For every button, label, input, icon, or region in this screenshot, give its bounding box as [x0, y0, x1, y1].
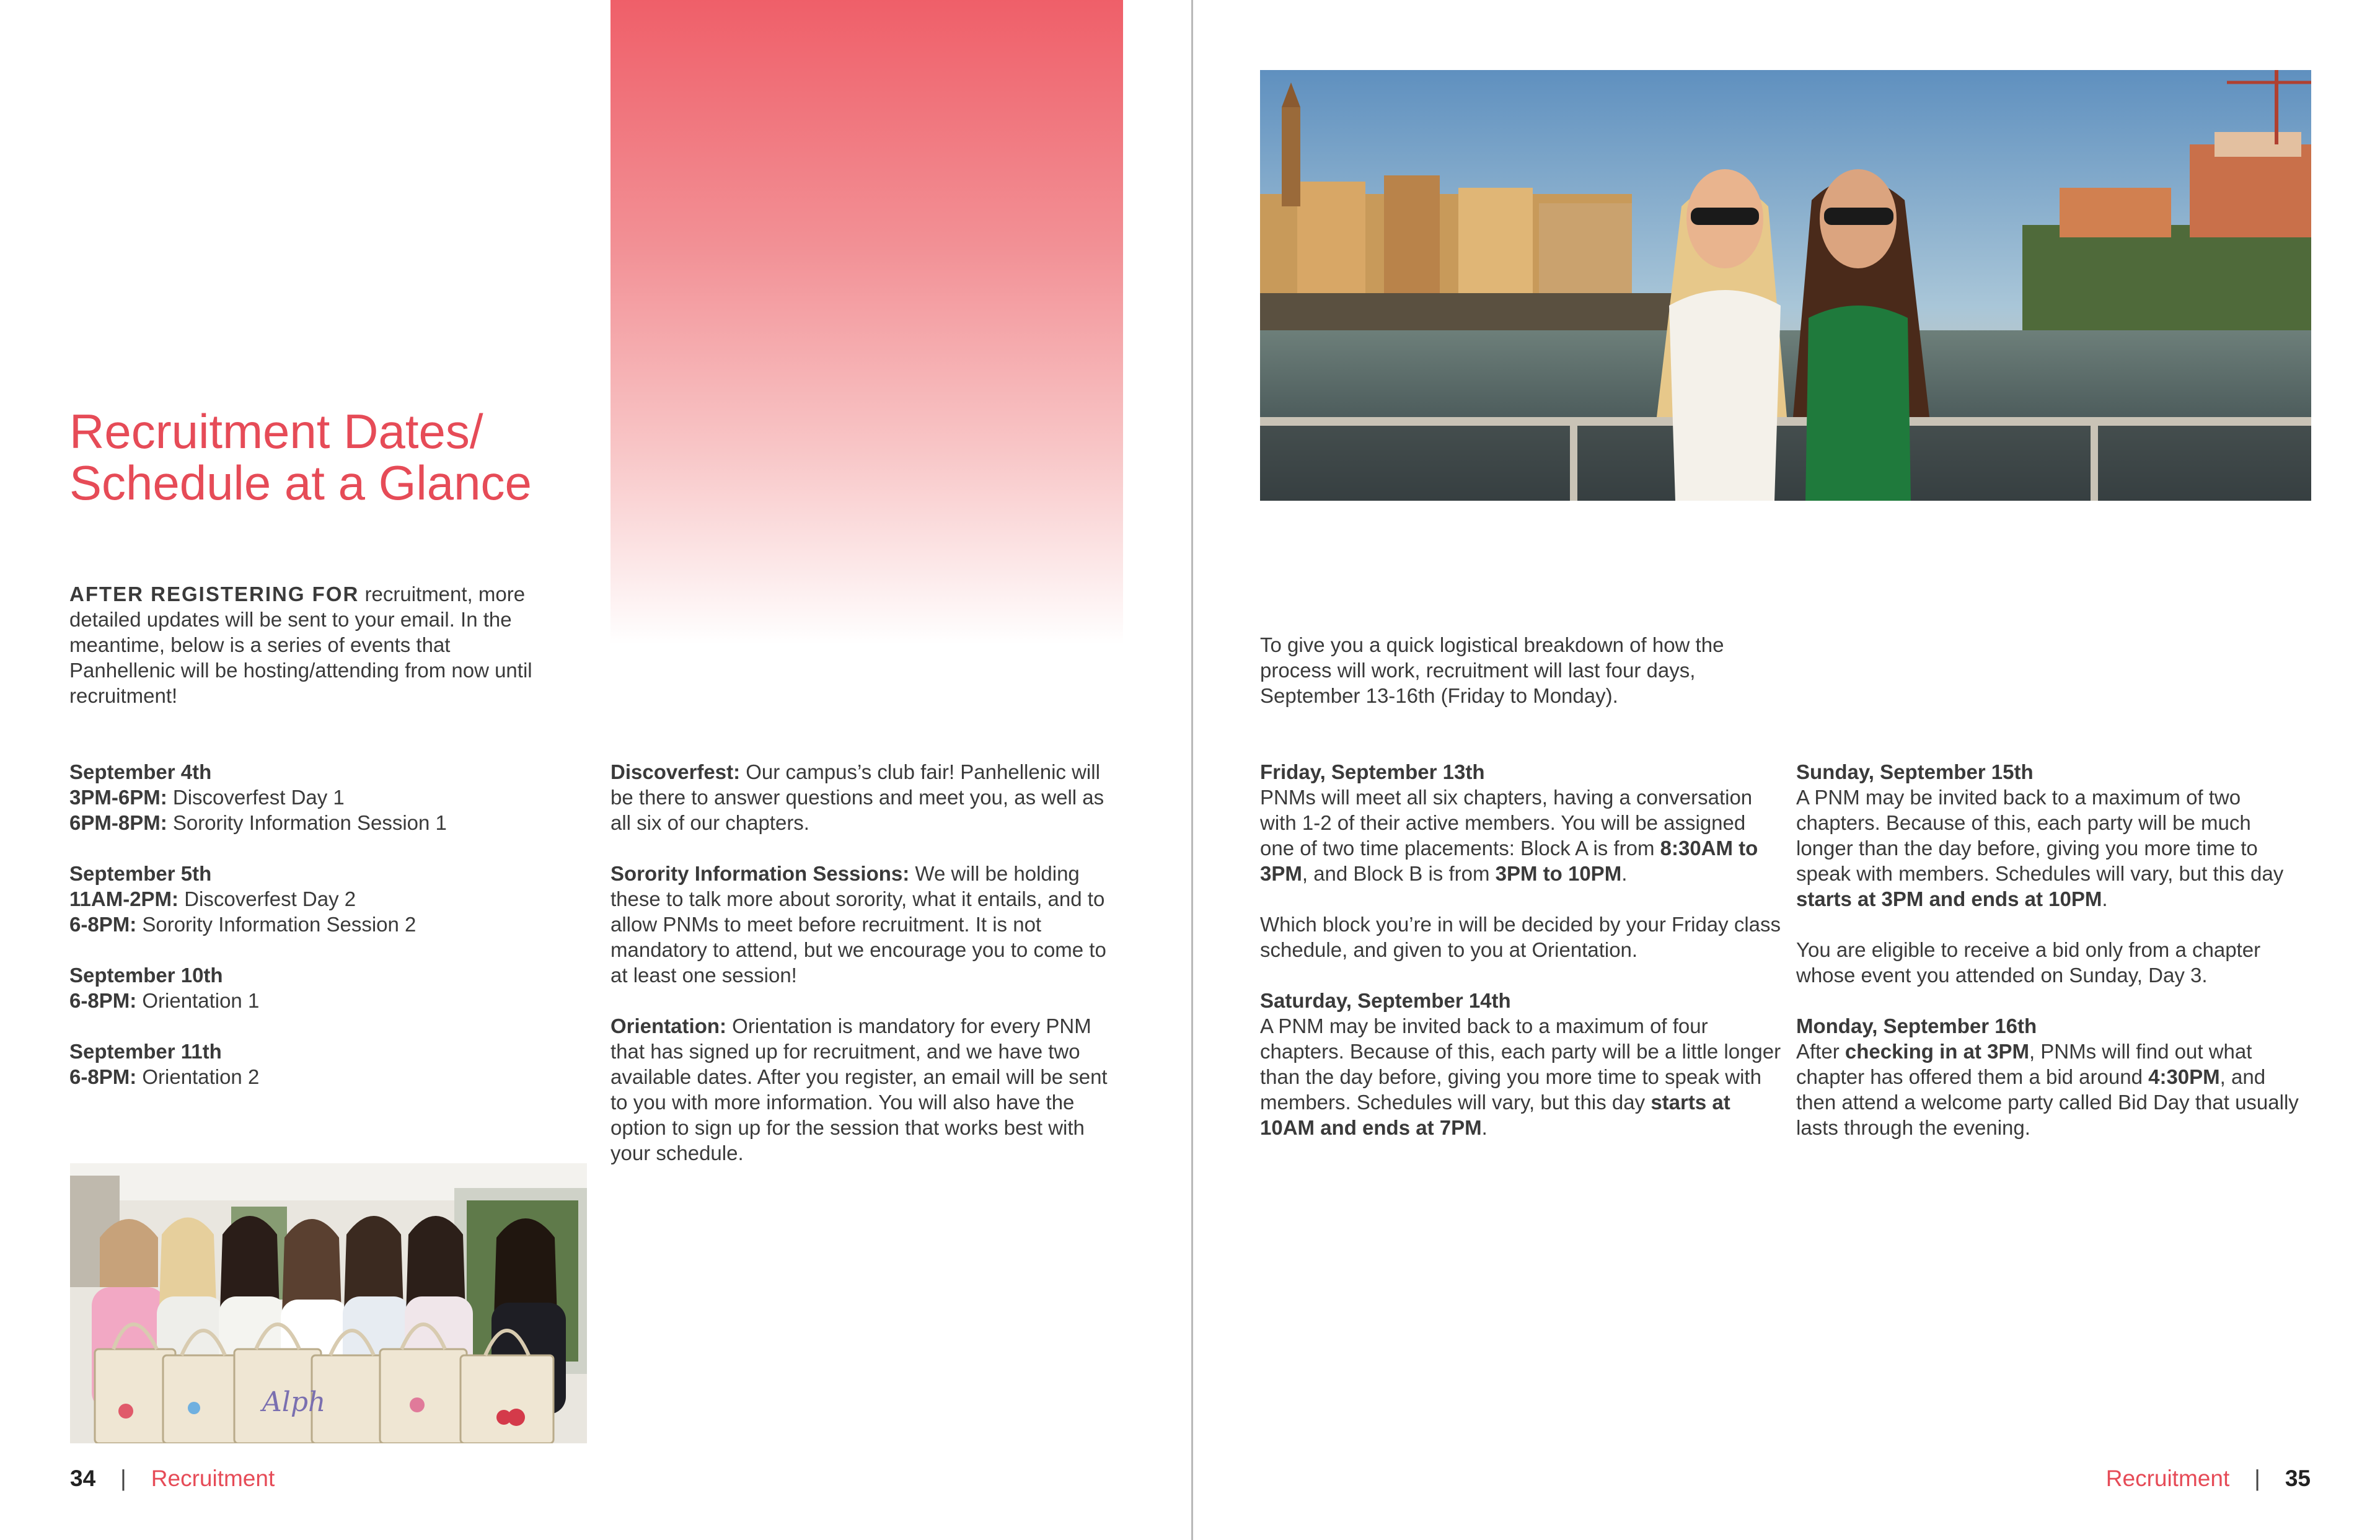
- event-descriptions: [610, 759, 1125, 1191]
- event-group-sep-4: [69, 759, 578, 835]
- event-item: [69, 912, 578, 937]
- page-number-35: 35: [2285, 1466, 2311, 1491]
- schedule-monday: [1796, 1013, 2311, 1140]
- decorative-gradient-block: [610, 0, 1123, 645]
- day-text: , and then attend a welcome party called Bid Day that usually lasts through the evening.: [1796, 1065, 2299, 1139]
- description-orientation: [610, 1013, 1125, 1166]
- event-name: Orientation 2: [136, 1065, 260, 1088]
- event-name: Orientation 1: [136, 989, 260, 1012]
- event-name: Sorority Information Session 1: [167, 811, 447, 834]
- title-line-1: Recruitment Dates/: [69, 404, 483, 459]
- day-heading-saturday: Saturday, September 14th: [1260, 989, 1511, 1012]
- footer-separator: |: [2254, 1466, 2260, 1491]
- schedule-sunday: [1796, 759, 2311, 912]
- schedule-column-right: [1796, 759, 2311, 1166]
- day-bold-text: checking in at 3PM: [1844, 1040, 2029, 1063]
- event-item: [69, 785, 578, 810]
- tote-lettering: Alph: [262, 1386, 326, 1418]
- right-footer: [2106, 1465, 2311, 1492]
- event-date: September 5th: [69, 862, 212, 885]
- schedule-friday: [1260, 759, 1784, 886]
- day-bold-text: starts at 10AM and ends at 7PM: [1260, 1091, 1730, 1139]
- schedule-saturday: [1260, 988, 1784, 1140]
- group-photo-tote-bags: [70, 1163, 587, 1443]
- event-time: 11AM-2PM:: [69, 887, 179, 910]
- day-heading-sunday: Sunday, September 15th: [1796, 760, 2034, 783]
- page-title: [69, 406, 627, 509]
- event-time: 6-8PM:: [69, 989, 137, 1012]
- event-group-sep-11: [69, 1039, 578, 1089]
- friday-note: Which block you’re in will be decided by your Friday class schedule, and given to you at Orientation.: [1260, 913, 1781, 961]
- day-bold-text: starts at 3PM and ends at 10PM: [1796, 887, 2102, 910]
- river-sunset-photo: [1260, 70, 2311, 501]
- day-bold-text: 3PM to 10PM: [1495, 862, 1622, 885]
- day-text: .: [1481, 1116, 1488, 1139]
- sunday-note: You are eligible to receive a bid only from a chapter whose event you attended on Sunday, Day 3.: [1796, 938, 2261, 987]
- day-text: , and Block B is from: [1302, 862, 1496, 885]
- event-name: Discoverfest Day 2: [178, 887, 356, 910]
- event-time: 6-8PM:: [69, 913, 137, 936]
- schedule-column-left: [1260, 759, 1784, 1166]
- footer-section-label: Recruitment: [2105, 1466, 2230, 1491]
- right-intro-paragraph: To give you a quick logistical breakdown of how the process will work, recruitment will last four days, September 13-16th (Friday to Monday).: [1260, 633, 1724, 707]
- description-discoverfest: [610, 759, 1125, 835]
- day-heading-monday: Monday, September 16th: [1796, 1014, 2037, 1037]
- day-text: A PNM may be invited back to a maximum of two chapters. Because of this, each party will be much longer than the day before, giving you more time to speak with members. Schedules will vary, but this day: [1796, 786, 2284, 885]
- description-text: Orientation is mandatory for every PNM that has signed up for recruitment, and we have two available dates. After you register, an email will be sent to you with more information. You will also have the option to sign up for the session that works best with your schedule.: [610, 1014, 1108, 1164]
- event-group-sep-5: [69, 861, 578, 937]
- event-name: Discoverfest Day 1: [167, 786, 345, 809]
- day-bold-text: 4:30PM: [2148, 1065, 2220, 1088]
- spread-divider: [1191, 0, 1193, 1540]
- description-term: Sorority Information Sessions:: [610, 862, 910, 885]
- description-text: We will be holding these to talk more about sorority, what it entails, and to allow PNMs to meet before recruitment. It is not mandatory to attend, but we encourage you to come to at least one session!: [610, 862, 1106, 987]
- day-text: .: [1621, 862, 1628, 885]
- event-group-sep-10: [69, 962, 578, 1013]
- title-line-2: Schedule at a Glance: [69, 455, 532, 510]
- event-date: September 11th: [69, 1040, 222, 1063]
- event-item: [69, 810, 578, 835]
- day-text: .: [2102, 887, 2108, 910]
- footer-separator: |: [120, 1466, 126, 1491]
- description-text: Our campus’s club fair! Panhellenic will be there to answer questions and meet you, as well as all six of our chapters.: [610, 760, 1104, 834]
- events-list: [69, 759, 578, 1115]
- intro-text: recruitment, more detailed updates will be sent to your email. In the meantime, below is a series of events that Panhellenic will be hosting/attending from now until recruitment!: [69, 583, 532, 707]
- footer-section-label: Recruitment: [151, 1466, 275, 1491]
- day-text: After: [1796, 1040, 1845, 1063]
- day-text: A PNM may be invited back to a maximum of four chapters. Because of this, each party will be a little longer than the day before, giving you more time to speak with members. Schedules will vary, but this day: [1260, 1014, 1781, 1114]
- day-bold-text: 8:30AM to 3PM: [1260, 837, 1758, 885]
- description-term: Orientation:: [610, 1014, 726, 1037]
- description-info-sessions: [610, 861, 1125, 988]
- event-time: 6PM-8PM:: [69, 811, 167, 834]
- event-item: [69, 988, 578, 1013]
- event-time: 3PM-6PM:: [69, 786, 167, 809]
- page-number-34: 34: [70, 1466, 96, 1491]
- day-heading-friday: Friday, September 13th: [1260, 760, 1485, 783]
- event-date: September 4th: [69, 760, 212, 783]
- day-text: , PNMs will find out what chapter has offered them a bid around: [1796, 1040, 2252, 1088]
- event-date: September 10th: [69, 964, 223, 987]
- day-text: PNMs will meet all six chapters, having a conversation with 1-2 of their active members. You will be assigned one of two time placements: Block A is from: [1260, 786, 1753, 860]
- event-time: 6-8PM:: [69, 1065, 137, 1088]
- intro-lead: AFTER REGISTERING FOR: [69, 583, 359, 605]
- left-footer: [70, 1465, 275, 1492]
- event-item: [69, 886, 578, 912]
- event-name: Sorority Information Session 2: [136, 913, 416, 936]
- event-item: [69, 1064, 578, 1089]
- intro-paragraph: [69, 581, 553, 708]
- description-term: Discoverfest:: [610, 760, 741, 783]
